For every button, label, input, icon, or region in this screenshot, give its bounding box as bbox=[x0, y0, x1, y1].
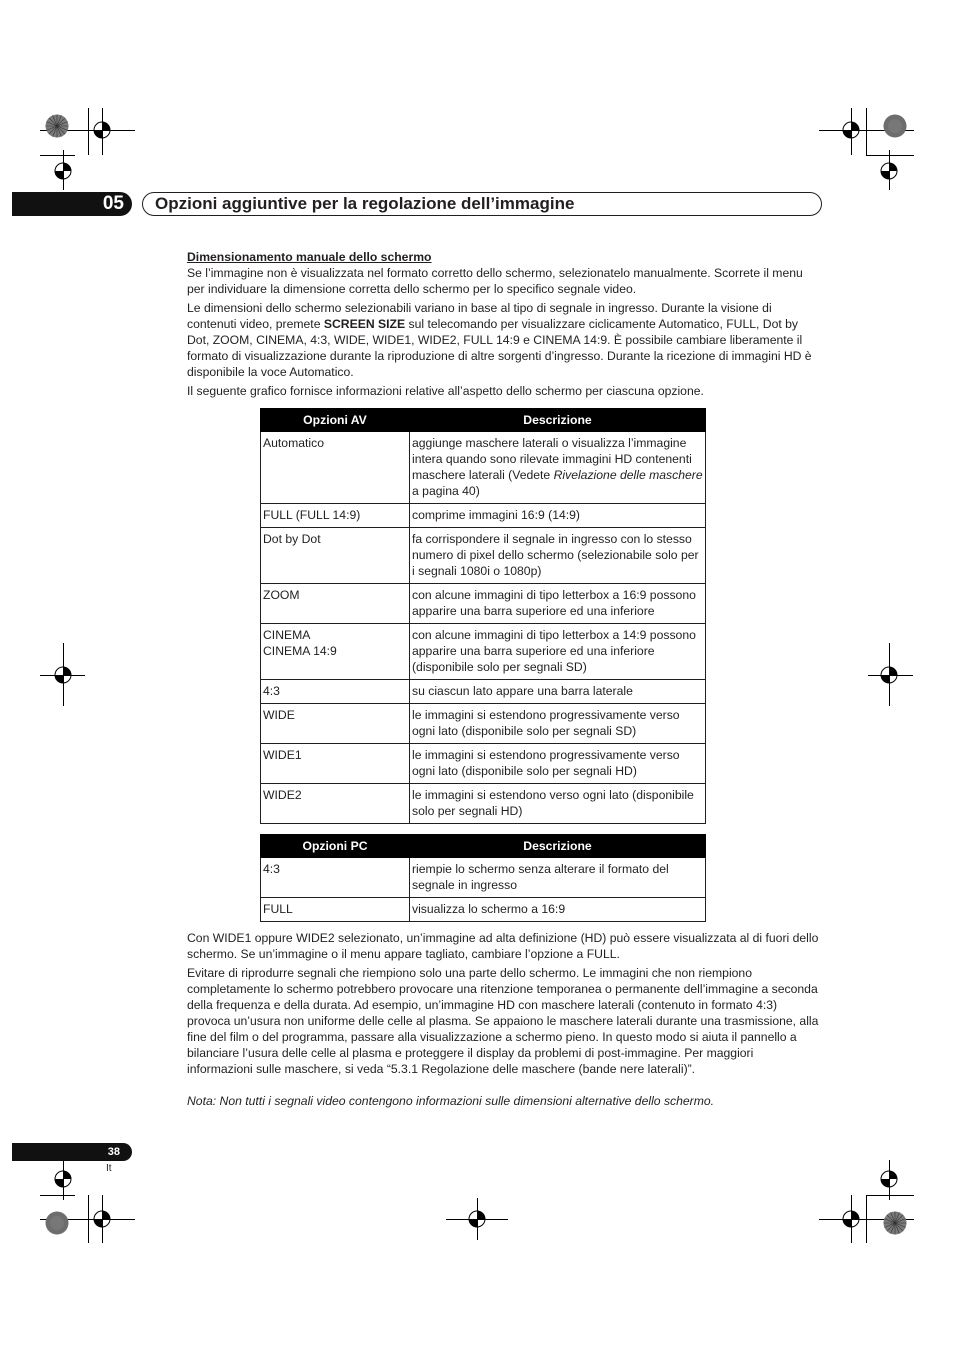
option-cell: FULL (FULL 14:9) bbox=[261, 504, 410, 528]
registration-mark-icon bbox=[446, 1188, 508, 1250]
section-intro bbox=[187, 249, 821, 402]
table-row bbox=[261, 680, 706, 704]
option-cell: Dot by Dot bbox=[261, 528, 410, 584]
av-options-table bbox=[260, 408, 706, 824]
description-cell: comprime immagini 16:9 (14:9) bbox=[410, 504, 706, 528]
option-cell bbox=[261, 624, 410, 680]
description-cell: con alcune immagini di tipo letterbox a 16:9 possono apparire una barra superiore ed una inferiore bbox=[410, 584, 706, 624]
paragraph-text: Le dimensioni dello schermo selezionabili variano in base al tipo di segnale in ingresso. Durante la visione di contenuti video, premete bbox=[187, 301, 772, 331]
registration-mark-icon bbox=[32, 644, 94, 706]
table-row bbox=[261, 504, 706, 528]
option-text: CINEMA bbox=[263, 628, 311, 642]
chapter-number: 05 bbox=[12, 192, 132, 216]
registration-mark-icon bbox=[858, 140, 920, 202]
note: Nota: Non tutti i segnali video contengono informazioni sulle dimensioni alternative dello schermo. bbox=[187, 1094, 715, 1108]
table-row bbox=[261, 624, 706, 680]
table-row bbox=[261, 744, 706, 784]
table-header-row bbox=[261, 409, 706, 432]
registration-mark-icon bbox=[71, 1188, 133, 1250]
section-after bbox=[187, 930, 821, 1080]
description-cell: su ciascun lato appare una barra laterale bbox=[410, 680, 706, 704]
table-row bbox=[261, 704, 706, 744]
description-text: aggiunge maschere laterali o visualizza l’immagine intera quando sono rilevate immagini HD contenenti maschere laterali (Vedete bbox=[412, 436, 692, 482]
paragraph-text: sul telecomando per visualizzare ciclicamente Automatico, FULL, Dot by Dot, ZOOM, CINEMA, 4:3, WIDE, WIDE1, WIDE2, FULL 14:9 e CINEMA 14:9. È possibile cambiare liberamente il formato di visualizzazione durante la riproduzione di altre sorgenti d’ingresso. Durante la ricezione di immagini HD è disponibile la voce Automatico. bbox=[187, 317, 812, 379]
page-number: 38 bbox=[12, 1143, 132, 1161]
option-cell: ZOOM bbox=[261, 584, 410, 624]
table-header-row bbox=[261, 835, 706, 858]
description-cell: visualizza lo schermo a 16:9 bbox=[410, 898, 706, 922]
registration-mark-icon bbox=[858, 1148, 920, 1210]
table-row bbox=[261, 784, 706, 824]
paragraph: Se l’immagine non è visualizzata nel formato corretto dello schermo, selezionatelo manualmente. Scorrete il menu per individuare la dimensione corretta dello schermo per lo specifico segnale video. bbox=[187, 266, 803, 296]
pc-options-table bbox=[260, 834, 706, 922]
table-row bbox=[261, 858, 706, 898]
description-cell: con alcune immagini di tipo letterbox a 14:9 possono apparire una barra superiore ed una inferiore (disponibile solo per segnali SD) bbox=[410, 624, 706, 680]
option-text: CINEMA 14:9 bbox=[263, 644, 337, 658]
column-header: Opzioni AV bbox=[261, 409, 410, 432]
column-header: Descrizione bbox=[410, 835, 706, 858]
cross-reference: Rivelazione delle maschere bbox=[553, 468, 703, 482]
star-target-icon bbox=[883, 1211, 907, 1235]
description-cell: riempie lo schermo senza alterare il formato del segnale in ingresso bbox=[410, 858, 706, 898]
gray-disc-icon bbox=[883, 114, 907, 138]
table-row bbox=[261, 898, 706, 922]
column-header: Opzioni PC bbox=[261, 835, 410, 858]
option-cell: WIDE1 bbox=[261, 744, 410, 784]
description-cell: fa corrispondere il segnale in ingresso con lo stesso numero di pixel dello schermo (selezionabile solo per i segnali 1080i o 1080p) bbox=[410, 528, 706, 584]
language-code: It bbox=[106, 1163, 112, 1174]
description-cell: le immagini si estendono progressivamente verso ogni lato (disponibile solo per segnali SD) bbox=[410, 704, 706, 744]
option-cell: WIDE2 bbox=[261, 784, 410, 824]
paragraph: Evitare di riprodurre segnali che riempiono solo una parte dello schermo. Le immagini che non riempiono completamente lo schermo potrebbero provocare una ritenzione temporanea o permanente dell’immagine a seconda della frequenza e della durata. Ad esempio, un’immagine HD con maschere laterali (contenuto in formato 4:3) provoca un’usura non uniforme delle celle al plasma. Se appaiono le maschere laterali durante una trasmissione, alla fine del film o del programma, passare alla visualizzazione a schermo pieno. In questo modo si aiuta il pannello a bilanciare l’usura delle celle al plasma e proteggere il display da problemi di post-immagine. Per maggiori informazioni sulle maschere, si veda “5.3.1 Regolazione delle maschere (bande nere laterali)”. bbox=[187, 966, 819, 1076]
description-cell bbox=[410, 432, 706, 504]
column-header: Descrizione bbox=[410, 409, 706, 432]
option-cell: FULL bbox=[261, 898, 410, 922]
key-name: SCREEN SIZE bbox=[323, 317, 406, 331]
table-row bbox=[261, 432, 706, 504]
star-target-icon bbox=[45, 114, 69, 138]
option-cell: Automatico bbox=[261, 432, 410, 504]
gray-disc-icon bbox=[45, 1211, 69, 1235]
table-row bbox=[261, 584, 706, 624]
description-text: a pagina 40) bbox=[412, 484, 480, 498]
option-cell: 4:3 bbox=[261, 680, 410, 704]
option-cell: WIDE bbox=[261, 704, 410, 744]
paragraph bbox=[187, 300, 821, 380]
chapter-title: Opzioni aggiuntive per la regolazione dell’immagine bbox=[142, 192, 822, 216]
table-row bbox=[261, 528, 706, 584]
paragraph: Il seguente grafico fornisce informazioni relative all’aspetto dello schermo per ciascuna opzione. bbox=[187, 384, 704, 398]
registration-mark-icon bbox=[858, 644, 920, 706]
description-cell: le immagini si estendono progressivamente verso ogni lato (disponibile solo per segnali HD) bbox=[410, 744, 706, 784]
section-heading: Dimensionamento manuale dello schermo bbox=[187, 250, 432, 264]
option-cell: 4:3 bbox=[261, 858, 410, 898]
description-cell: le immagini si estendono verso ogni lato (disponibile solo per segnali HD) bbox=[410, 784, 706, 824]
paragraph: Con WIDE1 oppure WIDE2 selezionato, un’immagine ad alta definizione (HD) può essere visualizzata al di fuori dello schermo. Se un’immagine o il menu appare tagliato, cambiare l’opzione a FULL. bbox=[187, 931, 819, 961]
